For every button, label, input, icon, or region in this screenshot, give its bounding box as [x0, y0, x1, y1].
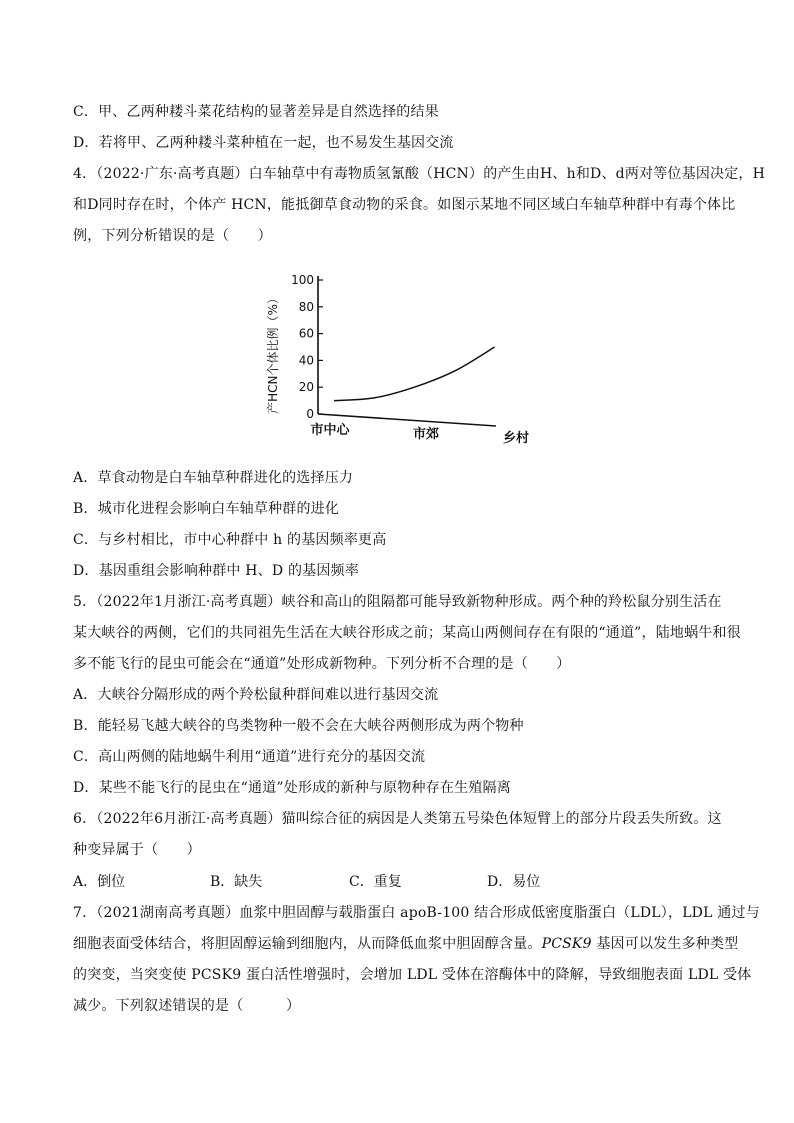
q4-stem-line-2: 和D同时存在时，个体产 HCN，能抵御草食动物的采食。如图示某地不同区域白车轴草种群中有毒个体比 — [73, 197, 736, 213]
x-axis-labels — [310, 422, 529, 446]
y-axis-label: 产HCN个体比例（%） — [266, 292, 280, 414]
x-category-label-1: 市郊 — [412, 427, 440, 442]
q5-option-d: D．某些不能飞行的昆虫在“通道”处形成的新种与原物种存在生殖隔离 — [73, 780, 511, 796]
q5-stem-line-1: 5．（2022年1月浙江·高考真题）峡谷和高山的阻隔都可能导致新物种形成。两个种的羚松鼠分别生活在 — [73, 594, 722, 610]
q5-stem-line-2: 某大峡谷的两侧，它们的共同祖先生活在大峡谷形成之前；某高山两侧间存在有限的“通道”，陆地蜗牛和很 — [73, 625, 741, 641]
y-tick-label-40: 40 — [298, 353, 314, 368]
x-category-label-2: 乡村 — [502, 431, 530, 446]
q3-option-c: C．甲、乙两种耧斗菜花结构的显著差异是自然选择的结果 — [73, 104, 439, 120]
y-tick-label-100: 100 — [291, 273, 314, 287]
q5-option-b: B．能轻易飞越大峡谷的鸟类物种一般不会在大峡谷两侧形成为两个物种 — [73, 718, 524, 734]
q5-option-a: A．大峡谷分隔形成的两个羚松鼠种群间难以进行基因交流 — [73, 687, 439, 703]
q7-stem-line-4: 减少。下列叙述错误的是（ ） — [73, 998, 301, 1014]
q7-stem-line-1: 7．（2021湖南高考真题）血浆中胆固醇与载脂蛋白 apoB-100 结合形成低密度脂蛋白（LDL），LDL 通过与 — [73, 905, 760, 921]
q6-option-b: B．缺失 — [210, 874, 263, 890]
q7-stem-line-2-tail: 基因可以发生多种类型 — [591, 936, 739, 952]
q7-stem-line-3: 的突变，当突变使 PCSK9 蛋白活性增强时，会增加 LDL 受体在溶酶体中的降解，导致细胞表面 LDL 受体 — [73, 967, 752, 983]
q4-option-b: B．城市化进程会影响白车轴草种群的进化 — [73, 501, 340, 517]
q4-option-d: D．基因重组会影响种群中 H、D 的基因频率 — [73, 563, 359, 579]
q6-stem-line-2: 种变异属于（ ） — [73, 842, 201, 858]
y-tick-label-60: 60 — [298, 326, 314, 341]
q6-option-d: D．易位 — [487, 874, 541, 890]
x-category-label-0: 市中心 — [310, 423, 350, 438]
hcn-proportion-chart — [262, 268, 532, 458]
chart-svg — [262, 268, 532, 458]
q5-option-c: C．高山两侧的陆地蜗牛利用“通道”进行充分的基因交流 — [73, 749, 426, 765]
q6-option-c: C．重复 — [349, 874, 402, 890]
y-tick-label-0: 0 — [306, 407, 314, 421]
q5-stem-line-3: 多不能飞行的昆虫可能会在“通道”处形成新物种。下列分析不合理的是（ ） — [73, 656, 571, 672]
q3-option-d: D．若将甲、乙两种耧斗菜种植在一起，也不易发生基因交流 — [73, 135, 454, 151]
hcn-proportion-curve — [334, 347, 495, 401]
q6-options — [73, 872, 753, 892]
q7-gene-name: PCSK9 — [541, 936, 592, 952]
q4-stem-line-3: 例，下列分析错误的是（ ） — [73, 228, 272, 244]
q6-option-a: A．倒位 — [73, 874, 126, 890]
y-tick-label-80: 80 — [298, 299, 314, 314]
q7-stem-line-2-text: 细胞表面受体结合，将胆固醇运输到细胞内，从而降低血浆中胆固醇含量。 — [73, 936, 542, 952]
q6-stem-line-1: 6．（2022年6月浙江·高考真题）猫叫综合征的病因是人类第五号染色体短臂上的部分片段丢失所致。这 — [73, 811, 722, 827]
y-tick-label-20: 20 — [298, 380, 314, 395]
q4-option-a: A．草食动物是白车轴草种群进化的选择压力 — [73, 470, 354, 486]
q4-option-c: C．与乡村相比，市中心种群中 h 的基因频率更高 — [73, 532, 387, 548]
q4-stem-line-1: 4．（2022·广东·高考真题）白车轴草中有毒物质氢氰酸（HCN）的产生由H、h和D、d两对等位基因决定，H — [73, 166, 766, 182]
q7-stem-line-2 — [73, 934, 753, 954]
